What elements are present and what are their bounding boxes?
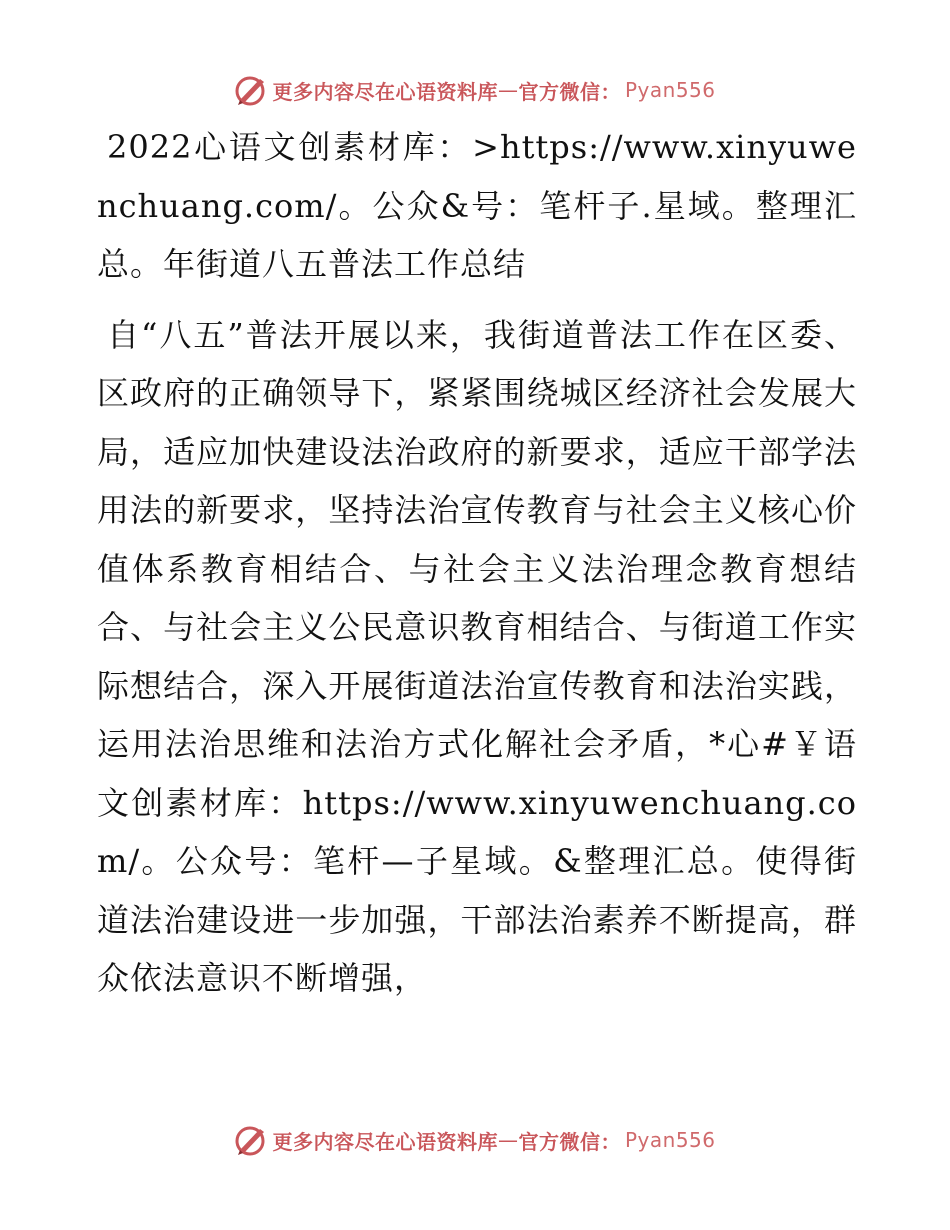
document-paragraph-1: 2022心语文创素材库：>https://www.xinyuwenchuang.com/。公众&号：笔杆子.星域。整理汇总。年街道八五普法工作总结 <box>97 128 857 283</box>
document-paragraph-2: 自“八五”普法开展以来，我街道普法工作在区委、区政府的正确领导下，紧紧围绕城区经济社会发展大局，适应加快建设法治政府的新要求，适应干部学法用法的新要求，坚持法治宣传教育与社会主义核心价值体系教育相结合、与社会主义法治理念教育想结合、与社会主义公民意识教育相结合、与街道工作实际想结合，深入开展街道法治宣传教育和法治实践，运用法治思维和法治方式化解社会矛盾，*心#￥语文创素材库：https://www.xinyuwenchuang.com/。公众号：笔杆—子星域。&整理汇总。使得街道法治建设进一步加强，干部法治素养不断提高，群众依法意识不断增强， <box>97 315 857 997</box>
header-account: Pyan556 <box>624 78 716 102</box>
footer-separator: — <box>497 1128 519 1152</box>
header-account-label: 官方微信： <box>518 79 621 104</box>
footer-account: Pyan556 <box>624 1128 716 1152</box>
header-separator: — <box>497 78 519 102</box>
footer-banner <box>0 1118 950 1162</box>
footer-brand-text: 更多内容尽在心语资料库 <box>272 1129 498 1154</box>
header-brand-text: 更多内容尽在心语资料库 <box>272 79 498 104</box>
pen-logo-icon <box>234 73 268 107</box>
pen-logo-icon <box>234 1123 268 1157</box>
header-banner <box>0 68 950 112</box>
document-body <box>97 118 857 1008</box>
footer-account-label: 官方微信： <box>518 1129 621 1154</box>
